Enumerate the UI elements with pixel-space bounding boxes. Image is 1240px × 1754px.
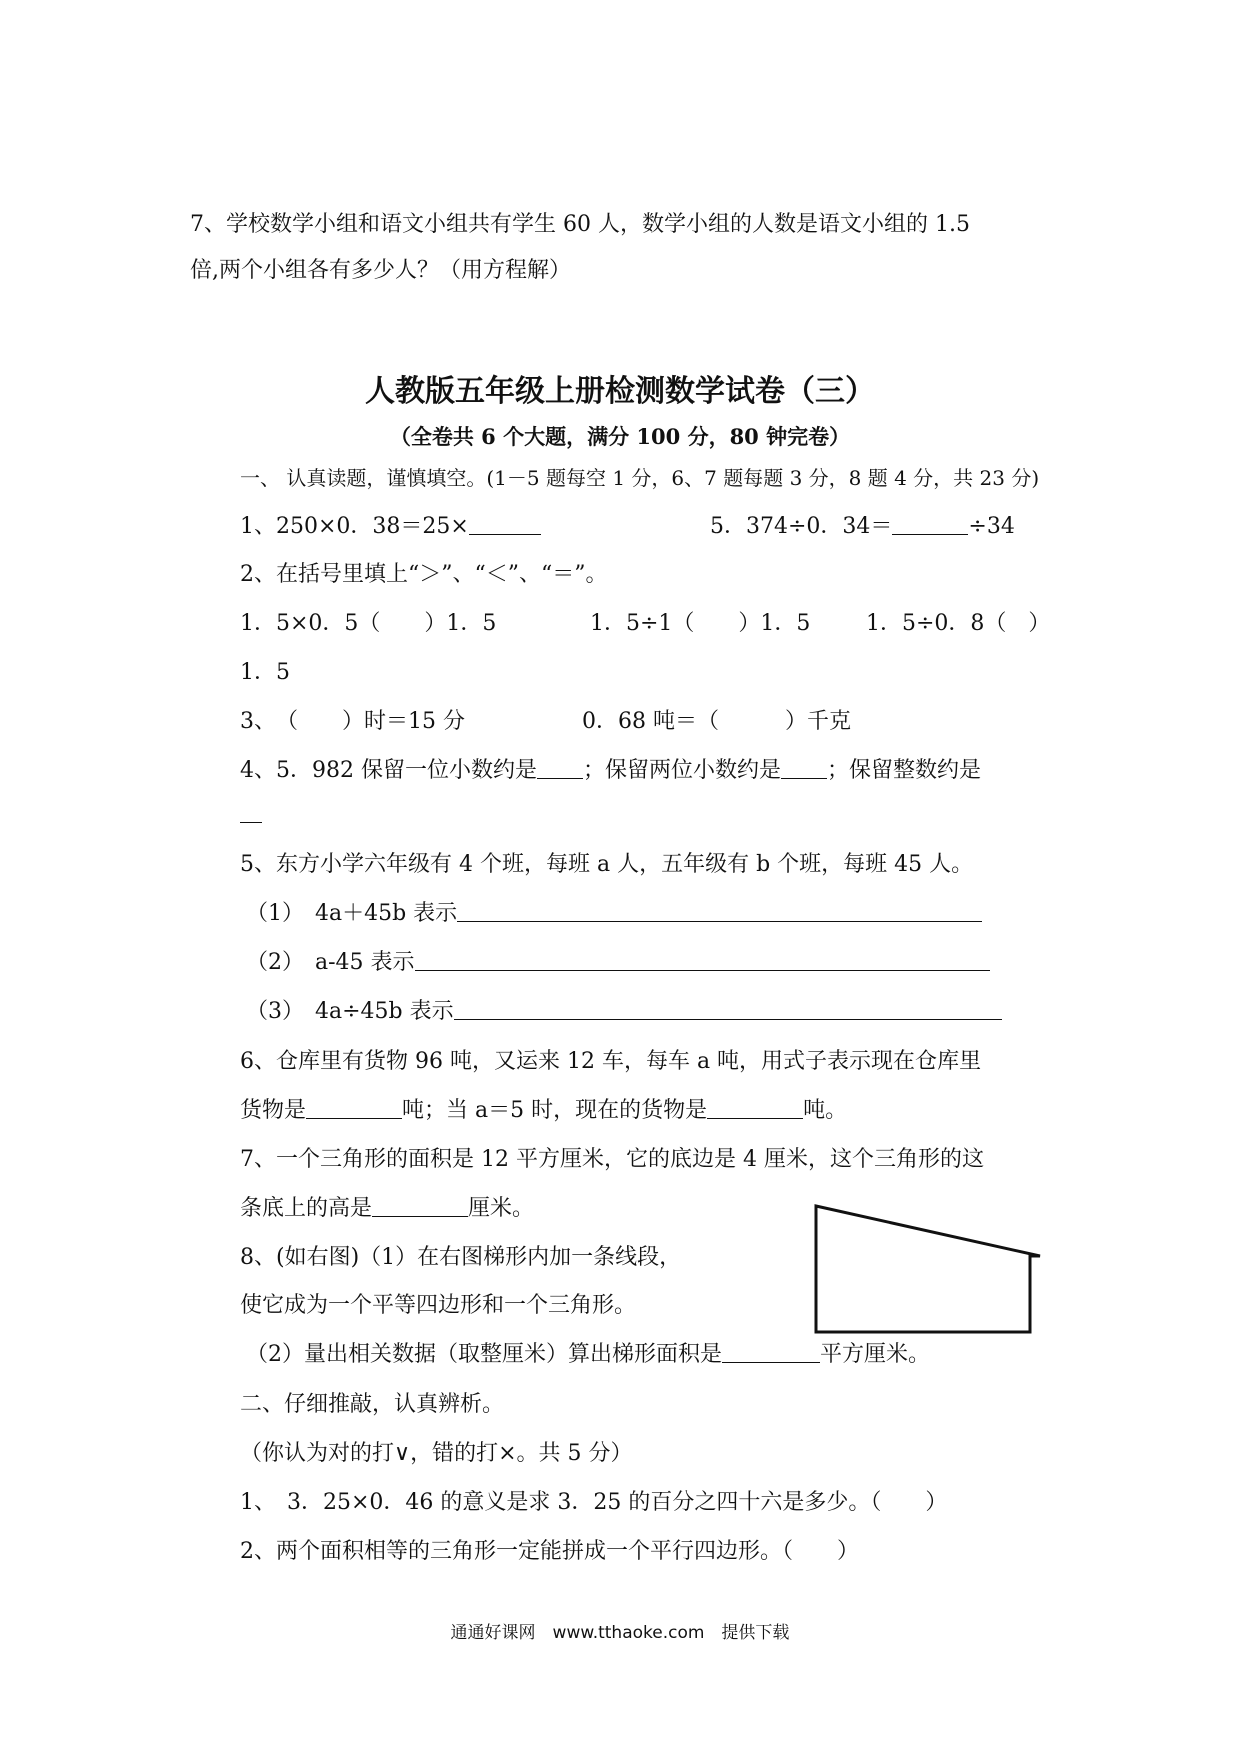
question-1b [710, 512, 1015, 542]
question-7-text-b: 厘米。 [468, 1196, 535, 1221]
answer-blank [537, 756, 583, 779]
answer-blank [781, 756, 827, 779]
section2-question-2: 2、两个面积相等的三角形一定能拼成一个平行四边形。（ ） [240, 1539, 859, 1564]
answer-blank [707, 1096, 803, 1119]
question-5: 5、东方小学六年级有 4 个班，每班 a 人，五年级有 b 个班，每班 45 人。 [240, 852, 974, 877]
answer-blank [306, 1096, 402, 1119]
question-6-text-c: 吨。 [803, 1098, 848, 1123]
footer-credit: 通通好课网 www.tthaoke.com 提供下载 [450, 1623, 790, 1643]
question-8-text-b: 平方厘米。 [820, 1342, 931, 1367]
question-3b: 0．68 吨＝（ ）千克 [582, 709, 851, 734]
answer-line [454, 997, 1002, 1020]
question-4-continued [240, 800, 262, 830]
trapezoid-outline [816, 1206, 1040, 1332]
question-8-line2: 使它成为一个平等四边形和一个三角形。 [240, 1293, 637, 1318]
section2-note: （你认为对的打∨，错的打×。共 5 分） [240, 1441, 633, 1466]
page-title: 人教版五年级上册检测数学试卷（三） [365, 374, 875, 409]
answer-line [415, 948, 990, 971]
question-7-text-a: 条底上的高是 [240, 1196, 373, 1221]
question-2c: 1．5÷0．8（ ） [866, 611, 1051, 636]
question-4-text-b: ；保留两位小数约是 [582, 758, 781, 783]
question-2-continued: 1．5 [240, 660, 290, 685]
question-7-line1: 7、一个三角形的面积是 12 平方厘米，它的底边是 4 厘米，这个三角形的这 [240, 1147, 984, 1172]
section2-question-1: 1、 3．25×0．46 的意义是求 3．25 的百分之四十六是多少。（ ） [240, 1490, 948, 1515]
question-2: 2、在括号里填上“＞”、“＜”、“＝”。 [240, 562, 608, 587]
question-1a [240, 512, 541, 542]
answer-blank [240, 800, 262, 823]
question-5-part2-text: （2） a-45 表示 [246, 950, 415, 975]
question-6-line2 [240, 1096, 847, 1126]
question-7-line2 [240, 1194, 534, 1224]
question-1a-text: 1、250×0．38＝25× [240, 514, 469, 539]
question-4-text-c: ；保留整数约是 [827, 758, 982, 783]
question-6-text-b: 吨；当 a＝5 时，现在的货物是 [402, 1098, 708, 1123]
question-2b: 1．5÷1（ ）1．5 [590, 611, 811, 636]
question-5-part1 [246, 899, 982, 929]
question-4 [240, 756, 981, 786]
answer-blank [469, 512, 541, 535]
section2-heading: 二、仔细推敲，认真辨析。 [240, 1392, 505, 1417]
question-3a: 3、 （ ）时＝15 分 [240, 709, 465, 734]
trapezoid-figure [810, 1200, 1050, 1340]
page-subtitle: （全卷共 6 个大题，满分 100 分，80 钟完卷） [389, 424, 851, 449]
question-5-part1-text: （1） 4a＋45b 表示 [246, 901, 458, 926]
section1-heading: 一、 认真读题，谨慎填空。(1－5 题每空 1 分，6、7 题每题 3 分，8 题 4 分，共 23 分) [240, 466, 1040, 490]
answer-line [457, 899, 982, 922]
question-1b-suffix: ÷34 [968, 514, 1015, 539]
answer-blank [372, 1194, 468, 1217]
question-1b-text: 5．374÷0．34＝ [710, 514, 893, 539]
question-6-line1: 6、仓库里有货物 96 吨，又运来 12 车，每车 a 吨，用式子表示现在仓库里 [240, 1049, 982, 1074]
answer-blank [722, 1340, 820, 1363]
question-5-part3-text: （3） 4a÷45b 表示 [246, 999, 454, 1024]
question-5-part3 [246, 997, 1002, 1027]
question-5-part2 [246, 948, 990, 978]
answer-blank [892, 512, 968, 535]
question-2a: 1．5×0．5（ ）1．5 [240, 611, 497, 636]
prev-question-line2: 倍,两个小组各有多少人？（用方程解） [190, 258, 571, 283]
question-8-line1: 8、(如右图)（1）在右图梯形内加一条线段， [240, 1245, 682, 1270]
question-8-line3 [246, 1340, 930, 1370]
question-8-text-a: （2）量出相关数据（取整厘米）算出梯形面积是 [246, 1342, 722, 1367]
prev-question-line1: 7、学校数学小组和语文小组共有学生 60 人，数学小组的人数是语文小组的 1.5 [190, 212, 970, 237]
question-6-text-a: 货物是 [240, 1098, 307, 1123]
question-4-text: 4、5．982 保留一位小数约是 [240, 758, 537, 783]
